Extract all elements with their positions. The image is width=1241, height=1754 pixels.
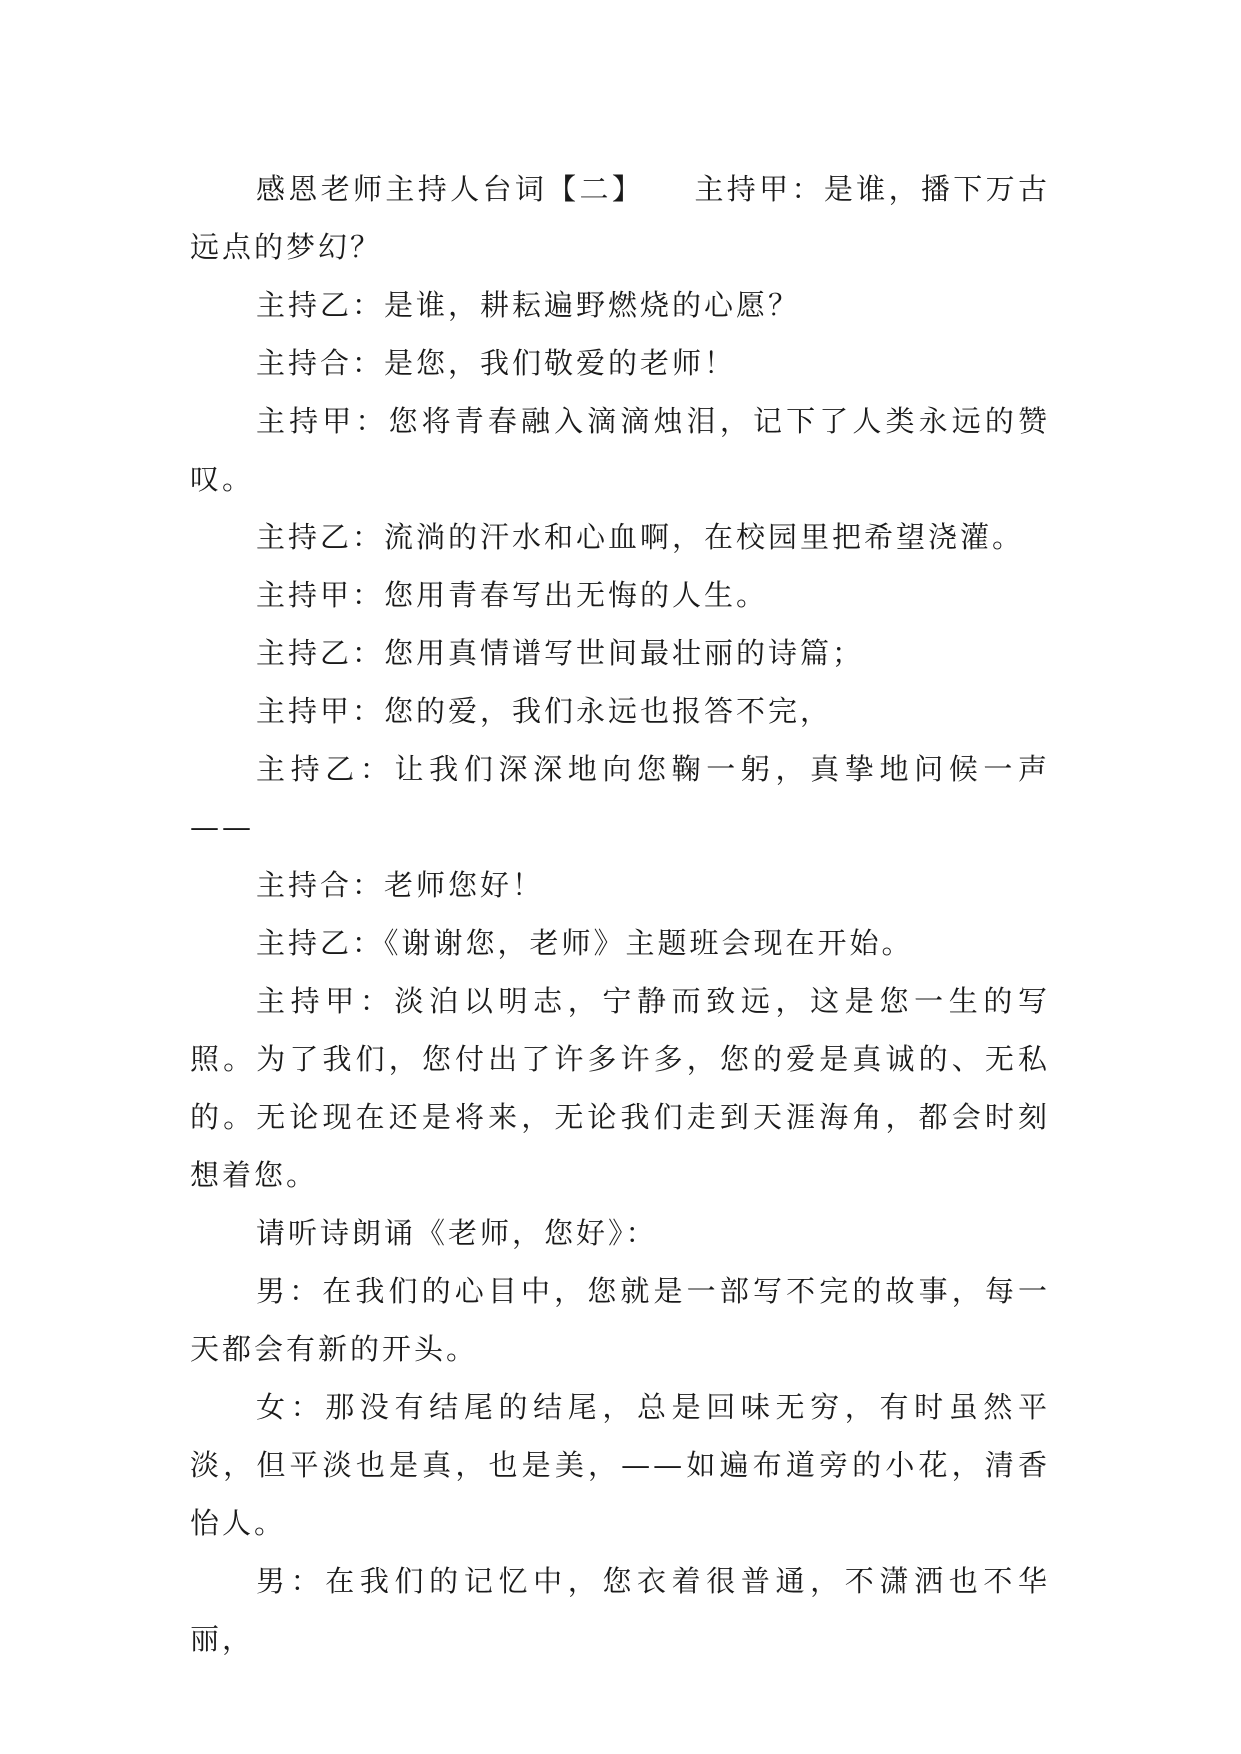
paragraph: 主持乙：让我们深深地向您鞠一躬，真挚地问候一声——	[190, 752, 1050, 844]
paragraph: 主持乙：流淌的汗水和心血啊，在校园里把希望浇灌。	[256, 520, 1025, 554]
paragraph: 女：那没有结尾的结尾，总是回味无穷，有时虽然平淡，但平淡也是真，也是美，——如遍布道旁的小花，清香怡人。	[190, 1390, 1050, 1540]
paragraph: 主持甲：您将青春融入滴滴烛泪，记下了人类永远的赞叹。	[190, 404, 1050, 496]
paragraph: 主持甲：您用青春写出无悔的人生。	[256, 578, 769, 612]
paragraph: 主持乙：您用真情谱写世间最壮丽的诗篇；	[256, 636, 865, 670]
paragraph: 主持合：老师您好！	[256, 868, 545, 902]
paragraph-title-line: 感恩老师主持人台词【二】 主持甲：是谁，播下万古远点的梦幻？	[190, 172, 1050, 264]
paragraph: 请听诗朗诵《老师，您好》：	[256, 1216, 658, 1250]
paragraph: 主持乙：是谁，耕耘遍野燃烧的心愿？	[256, 288, 801, 322]
paragraph: 主持合：是您，我们敬爱的老师！	[256, 346, 737, 380]
document-body	[190, 160, 1050, 1668]
paragraph: 主持甲：淡泊以明志，宁静而致远，这是您一生的写照。为了我们，您付出了许多许多，您的爱是真诚的、无私的。无论现在还是将来，无论我们走到天涯海角，都会时刻想着您。	[190, 984, 1050, 1192]
paragraph: 男：在我们的记忆中，您衣着很普通，不潇洒也不华丽，	[190, 1564, 1050, 1656]
paragraph: 主持甲：您的爱，我们永远也报答不完，	[256, 694, 833, 728]
paragraph: 主持乙：《谢谢您，老师》主题班会现在开始。	[256, 926, 914, 960]
paragraph: 男：在我们的心目中，您就是一部写不完的故事，每一天都会有新的开头。	[190, 1274, 1050, 1366]
